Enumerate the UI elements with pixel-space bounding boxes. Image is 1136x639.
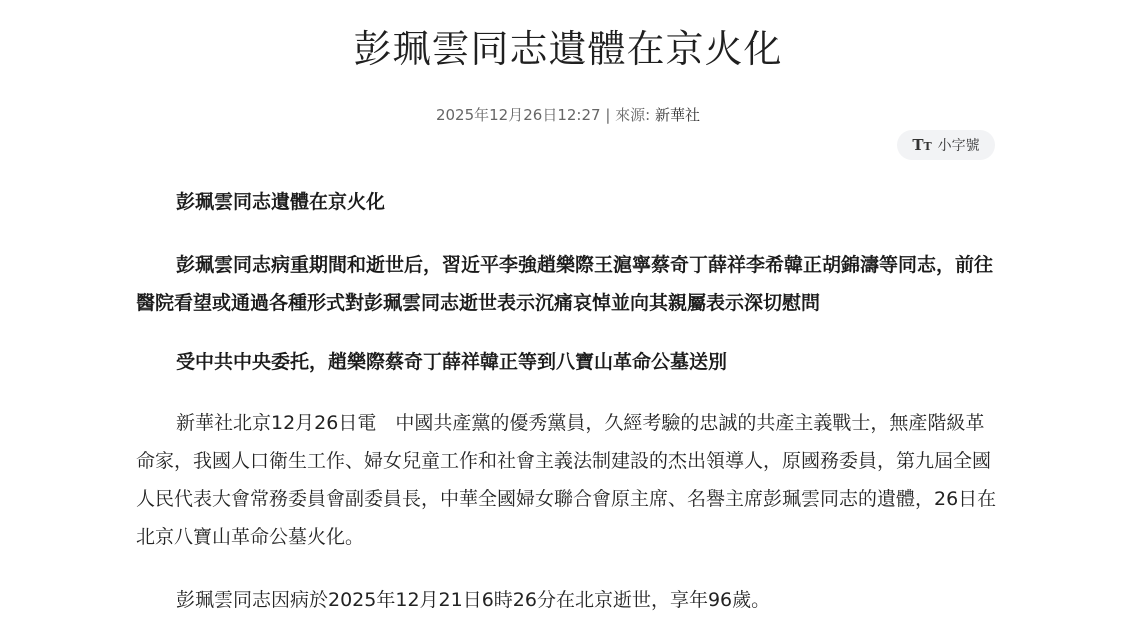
article-meta	[0, 104, 1136, 126]
body-paragraph: 新華社北京12月26日電 中國共產黨的優秀黨員，久經考驗的忠誠的共產主義戰士，無產階級革命家，我國人口衛生工作、婦女兒童工作和社會主義法制建設的杰出領導人，原國務委員，第九屆全國人民代表大會常務委員會副委員長，中華全國婦女聯合會原主席、名譽主席彭珮雲同志的遺體，26日在北京八寶山革命公墓火化。	[136, 412, 997, 548]
source-name: 新華社	[655, 106, 701, 124]
article-title: 彭珮雲同志遺體在京火化	[353, 27, 783, 71]
subtitle-paragraph: 彭珮雲同志遺體在京火化	[176, 191, 386, 213]
font-size-icon: TT	[912, 136, 932, 154]
body-paragraph: 彭珮雲同志因病於2025年12月21日6時26分在北京逝世，享年96歲。	[176, 589, 771, 611]
publish-datetime: 2025年12月26日12:27	[435, 106, 601, 124]
font-size-toggle-label: 小字號	[937, 138, 980, 154]
headline-paragraph: 受中共中央委托，趙樂際蔡奇丁薛祥韓正等到八寶山革命公墓送別	[176, 351, 728, 373]
meta-separator: |	[605, 106, 611, 124]
headline-paragraph: 彭珮雲同志病重期間和逝世后，習近平李強趙樂際王滬寧蔡奇丁薛祥李希韓正胡錦濤等同志，前往醫院看望或通過各種形式對彭珮雲同志逝世表示沉痛哀悼並向其親屬表示深切慰問	[136, 254, 994, 314]
font-size-toggle-button[interactable]	[897, 130, 995, 160]
source-label: 來源:	[615, 106, 651, 124]
